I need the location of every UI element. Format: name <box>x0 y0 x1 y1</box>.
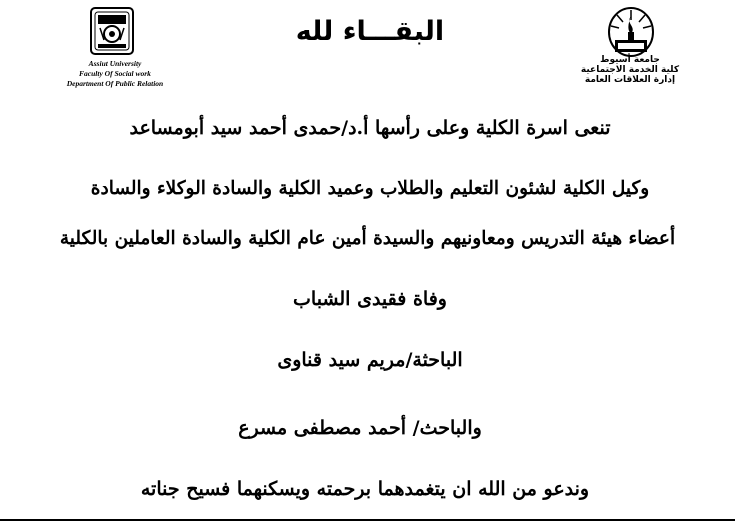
prayer-line: وندعو من الله ان يتغمدهما برحمته ويسكنهما فسيح جناته <box>140 478 590 500</box>
university-name-ar: جامعة أسيوط <box>600 55 660 65</box>
page-title: البقـــاء لله <box>295 16 445 47</box>
faculty-name-ar: كلية الخدمة الاجتماعية <box>580 65 680 75</box>
department-name: Department Of Public Relation <box>66 79 164 88</box>
department-name-ar: إدارة العلاقات العامة <box>584 75 676 85</box>
announcement-line-1: تنعى اسرة الكلية وعلى رأسها أ.د/حمدى أحمد سيد أبومساعد <box>129 117 611 139</box>
faculty-name: Faculty Of Social work <box>79 69 151 78</box>
deceased-researcher-2: والباحث/ أحمد مصطفى مسرع <box>238 417 482 439</box>
death-notice-line: وفاة فقيدى الشباب <box>293 288 447 310</box>
bottom-divider <box>0 519 735 521</box>
faculty-torch-emblem-icon <box>606 6 656 58</box>
deceased-researcher-1: الباحثة/مريم سيد قناوى <box>277 349 463 371</box>
english-department-block <box>40 59 190 89</box>
arabic-department-block <box>560 55 700 85</box>
announcement-line-2: وكيل الكلية لشئون التعليم والطلاب وعميد الكلية والسادة الوكلاء والسادة <box>90 178 650 199</box>
announcement-line-3: أعضاء هيئة التدريس ومعاونيهم والسيدة أمين عام الكلية والسادة العاملين بالكلية <box>59 228 676 249</box>
university-name: Assiut University <box>88 59 142 68</box>
assiut-university-seal-icon <box>88 6 136 56</box>
